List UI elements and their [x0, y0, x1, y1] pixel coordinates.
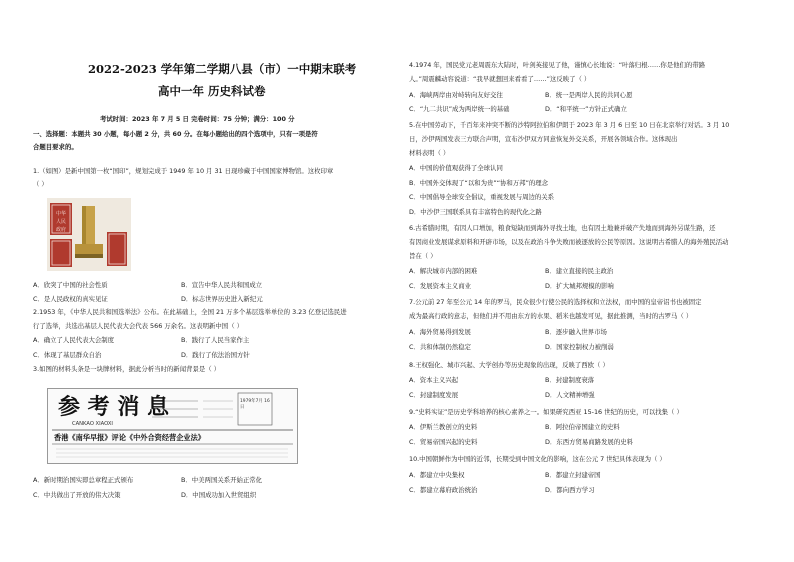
q10-option-c: C．都建立幕府政治统治: [409, 486, 478, 494]
q1-option-b: B．宣告中华人民共和国成立: [181, 281, 263, 289]
q7-option-d: D．国家控制权力被削弱: [545, 343, 614, 351]
newspaper-image: [47, 388, 298, 464]
newspaper-headline: 香港《南华早报》评论《中外合资经营企业法》: [54, 433, 205, 442]
q2-option-a: A．确立了人民代表大会制度: [33, 336, 115, 344]
q2-stem-2: 行了选举，共选出基层人民代表大会代表 566 万余名。这表明新中国（ ）: [33, 322, 244, 330]
q5-option-d: D．中沙伊三国联系具有丰富特色的现代化之路: [409, 208, 542, 216]
q5-stem: 5.在中国劳动下，千百年来冲突不断的沙特阿拉伯和伊朗于 2023 年 3 月 6 日至 10 日在北京举行对话。3 月 10: [409, 121, 730, 129]
q2-stem: 2.1953 年，《中华人民共和国选举法》公布。在此基础上，全国 21 万多个基层选举单位的 3.23 亿登记选民进: [33, 308, 347, 316]
instructions-line-1: 一、选择题：本题共 30 小题，每小题 2 分，共 60 分。在每小题给出的四个选项中，只有一项是符: [33, 130, 318, 138]
q2-option-d: D．践行了依法治国方针: [181, 351, 250, 359]
q1-option-d: D．标志世界历史进入新纪元: [181, 295, 263, 303]
q2-option-c: C．体现了基层群众自治: [33, 351, 102, 359]
q7-stem: 7.公元前 27 年至公元 14 年的罗马，民众很少行使公民的选择权和立法权，而中国的皇帝诏书也被固定: [409, 298, 702, 306]
q1-option-c: C．是人民政权的真实见证: [33, 295, 108, 303]
q1-stem: 1.（如图）是新中国第一枚“国印”，规划完成于 1949 年 10 月 31 日现珍藏于中国国家博物馆。这枚印章: [33, 167, 334, 175]
q9-stem: 9.“史料实证”是历史学科培养的核心素养之一。如果研究西亚 15-16 世纪的历史，可以找集（ ）: [409, 408, 683, 416]
newspaper-pinyin: CANKAO XIAOXI: [72, 421, 113, 427]
q8-stem: 8.王权强化、城市兴起、大学创办等历史现象的出现，反映了西欧（ ）: [409, 361, 609, 369]
q6-option-c: C．发展资本主义商业: [409, 282, 471, 290]
q8-option-d: D．人文精神增强: [545, 391, 595, 399]
q1-stem-2: （ ）: [33, 180, 48, 188]
national-seal-image: [47, 198, 131, 271]
q5-stem-3: 材料表明（ ）: [409, 149, 450, 157]
q4-stem-2: 人。”周震麟动容说道：“我早就想回来看看了……”这反映了（ ）: [409, 75, 591, 83]
newspaper-date: 1979年7月 16 日: [240, 399, 270, 410]
q10-option-d: D．都向西方学习: [545, 486, 595, 494]
q8-option-a: A．资本主义兴起: [409, 376, 459, 384]
newspaper-masthead: 参 考 消 息: [58, 394, 169, 420]
q7-option-b: B．逐步融入世界市场: [545, 328, 607, 336]
q3-option-a: A．新时期治国实即总章程正式颁布: [33, 476, 134, 484]
q10-stem: 10.中国朝鲜作为中国的近邻，长期受到中国文化的影响，这在公元 7 世纪具体表现为（ ）: [409, 455, 666, 463]
q7-option-c: C．共和体制仍然稳定: [409, 343, 471, 351]
q4-option-b: B．统一是两岸人民的共同心愿: [545, 91, 633, 99]
svg-text:人民: 人民: [55, 219, 67, 225]
q8-option-b: B．封建制度衰落: [545, 376, 595, 384]
q9-option-a: A．伊斯兰教创立的史料: [409, 423, 478, 431]
q5-option-a: A．中国的价值观获得了全球认同: [409, 164, 503, 172]
q9-option-d: D．东西方贸易商路发展的史料: [545, 438, 633, 446]
q6-option-b: B．建立直接的民主政治: [545, 267, 614, 275]
instructions-line-2: 合题目要求的。: [33, 143, 78, 151]
q7-option-a: A．海外贸易得到发展: [409, 328, 471, 336]
q5-stem-2: 日，沙伊两国发表三方联合声明，宣布沙伊双方同意恢复外交关系，开展各领域合作。这体现出: [409, 135, 678, 143]
svg-text:中华: 中华: [55, 211, 67, 217]
exam-title: 2022-2023 学年第二学期八县（市）一中期末联考: [88, 62, 357, 76]
q4-stem: 4.1974 年，国民党元老周震东大陆时，叶剑英接见了他，谨慎心长地说：“叶落归根……你是他们的带路: [409, 61, 706, 69]
q6-stem: 6.古希腊时期，有因人口增加，粮食短缺而到海外寻找土地，也有因土地兼并破产失地而到海外另谋生路，还: [409, 224, 716, 232]
q5-option-c: C．中国倡导全球安全倡议，重视发展与周边的关系: [409, 193, 555, 201]
q8-option-c: C．封建制度发展: [409, 391, 459, 399]
q10-option-a: A．都建立中央集权: [409, 471, 465, 479]
q4-option-c: C．“九二共识”成为两岸统一的基础: [409, 105, 510, 113]
q3-option-b: B．中美两国关系开始正常化: [181, 476, 263, 484]
q9-option-b: B．阿拉伯帝国建立的史料: [545, 423, 620, 431]
q3-option-d: D．中国成功加入世贸组织: [181, 491, 257, 499]
q1-option-a: A．欣突了中国的社会性质: [33, 281, 108, 289]
q3-option-c: C．中共做出了开放的伟大决策: [33, 491, 121, 499]
q7-stem-2: 成为最高行政的意志，但他们并不用由东方的水果、稻米也越发可见，据此推测，当时的古罗马（ ）: [409, 312, 693, 320]
q3-stem: 3.如图的材料头条是一块牌材料，据此分析当时的新闻背景是（ ）: [33, 365, 221, 373]
q5-option-b: B．中国外交体现了“以和为贵”“协和万邦”的理念: [409, 179, 549, 187]
q4-option-a: A．海峡两岸由对峙转向友好交往: [409, 91, 503, 99]
exam-info: 考试时间：2023 年 7 月 5 日 完卷时间：75 分钟；满分：100 分: [100, 115, 295, 123]
q6-stem-3: 旨在（ ）: [409, 252, 437, 260]
q10-option-b: B．都建立封建帝国: [545, 471, 601, 479]
q6-option-a: A．解决城市内部的困难: [409, 267, 478, 275]
q4-option-d: D．“和平统一”方针正式确立: [545, 105, 627, 113]
q2-option-b: B．践行了人民当家作主: [181, 336, 250, 344]
svg-text:政府: 政府: [55, 227, 67, 233]
q6-stem-2: 有因商业发展谋求原料和开辟市场，以及在政治斗争失败而被逐放的公民等原因。这说明古希腊人的海外殖民活动: [409, 238, 729, 246]
exam-subtitle: 高中一年 历史科试卷: [158, 84, 266, 98]
q6-option-d: D．扩大城邦规模的影响: [545, 282, 614, 290]
q9-option-c: C．贸易帝国兴起的史料: [409, 438, 478, 446]
